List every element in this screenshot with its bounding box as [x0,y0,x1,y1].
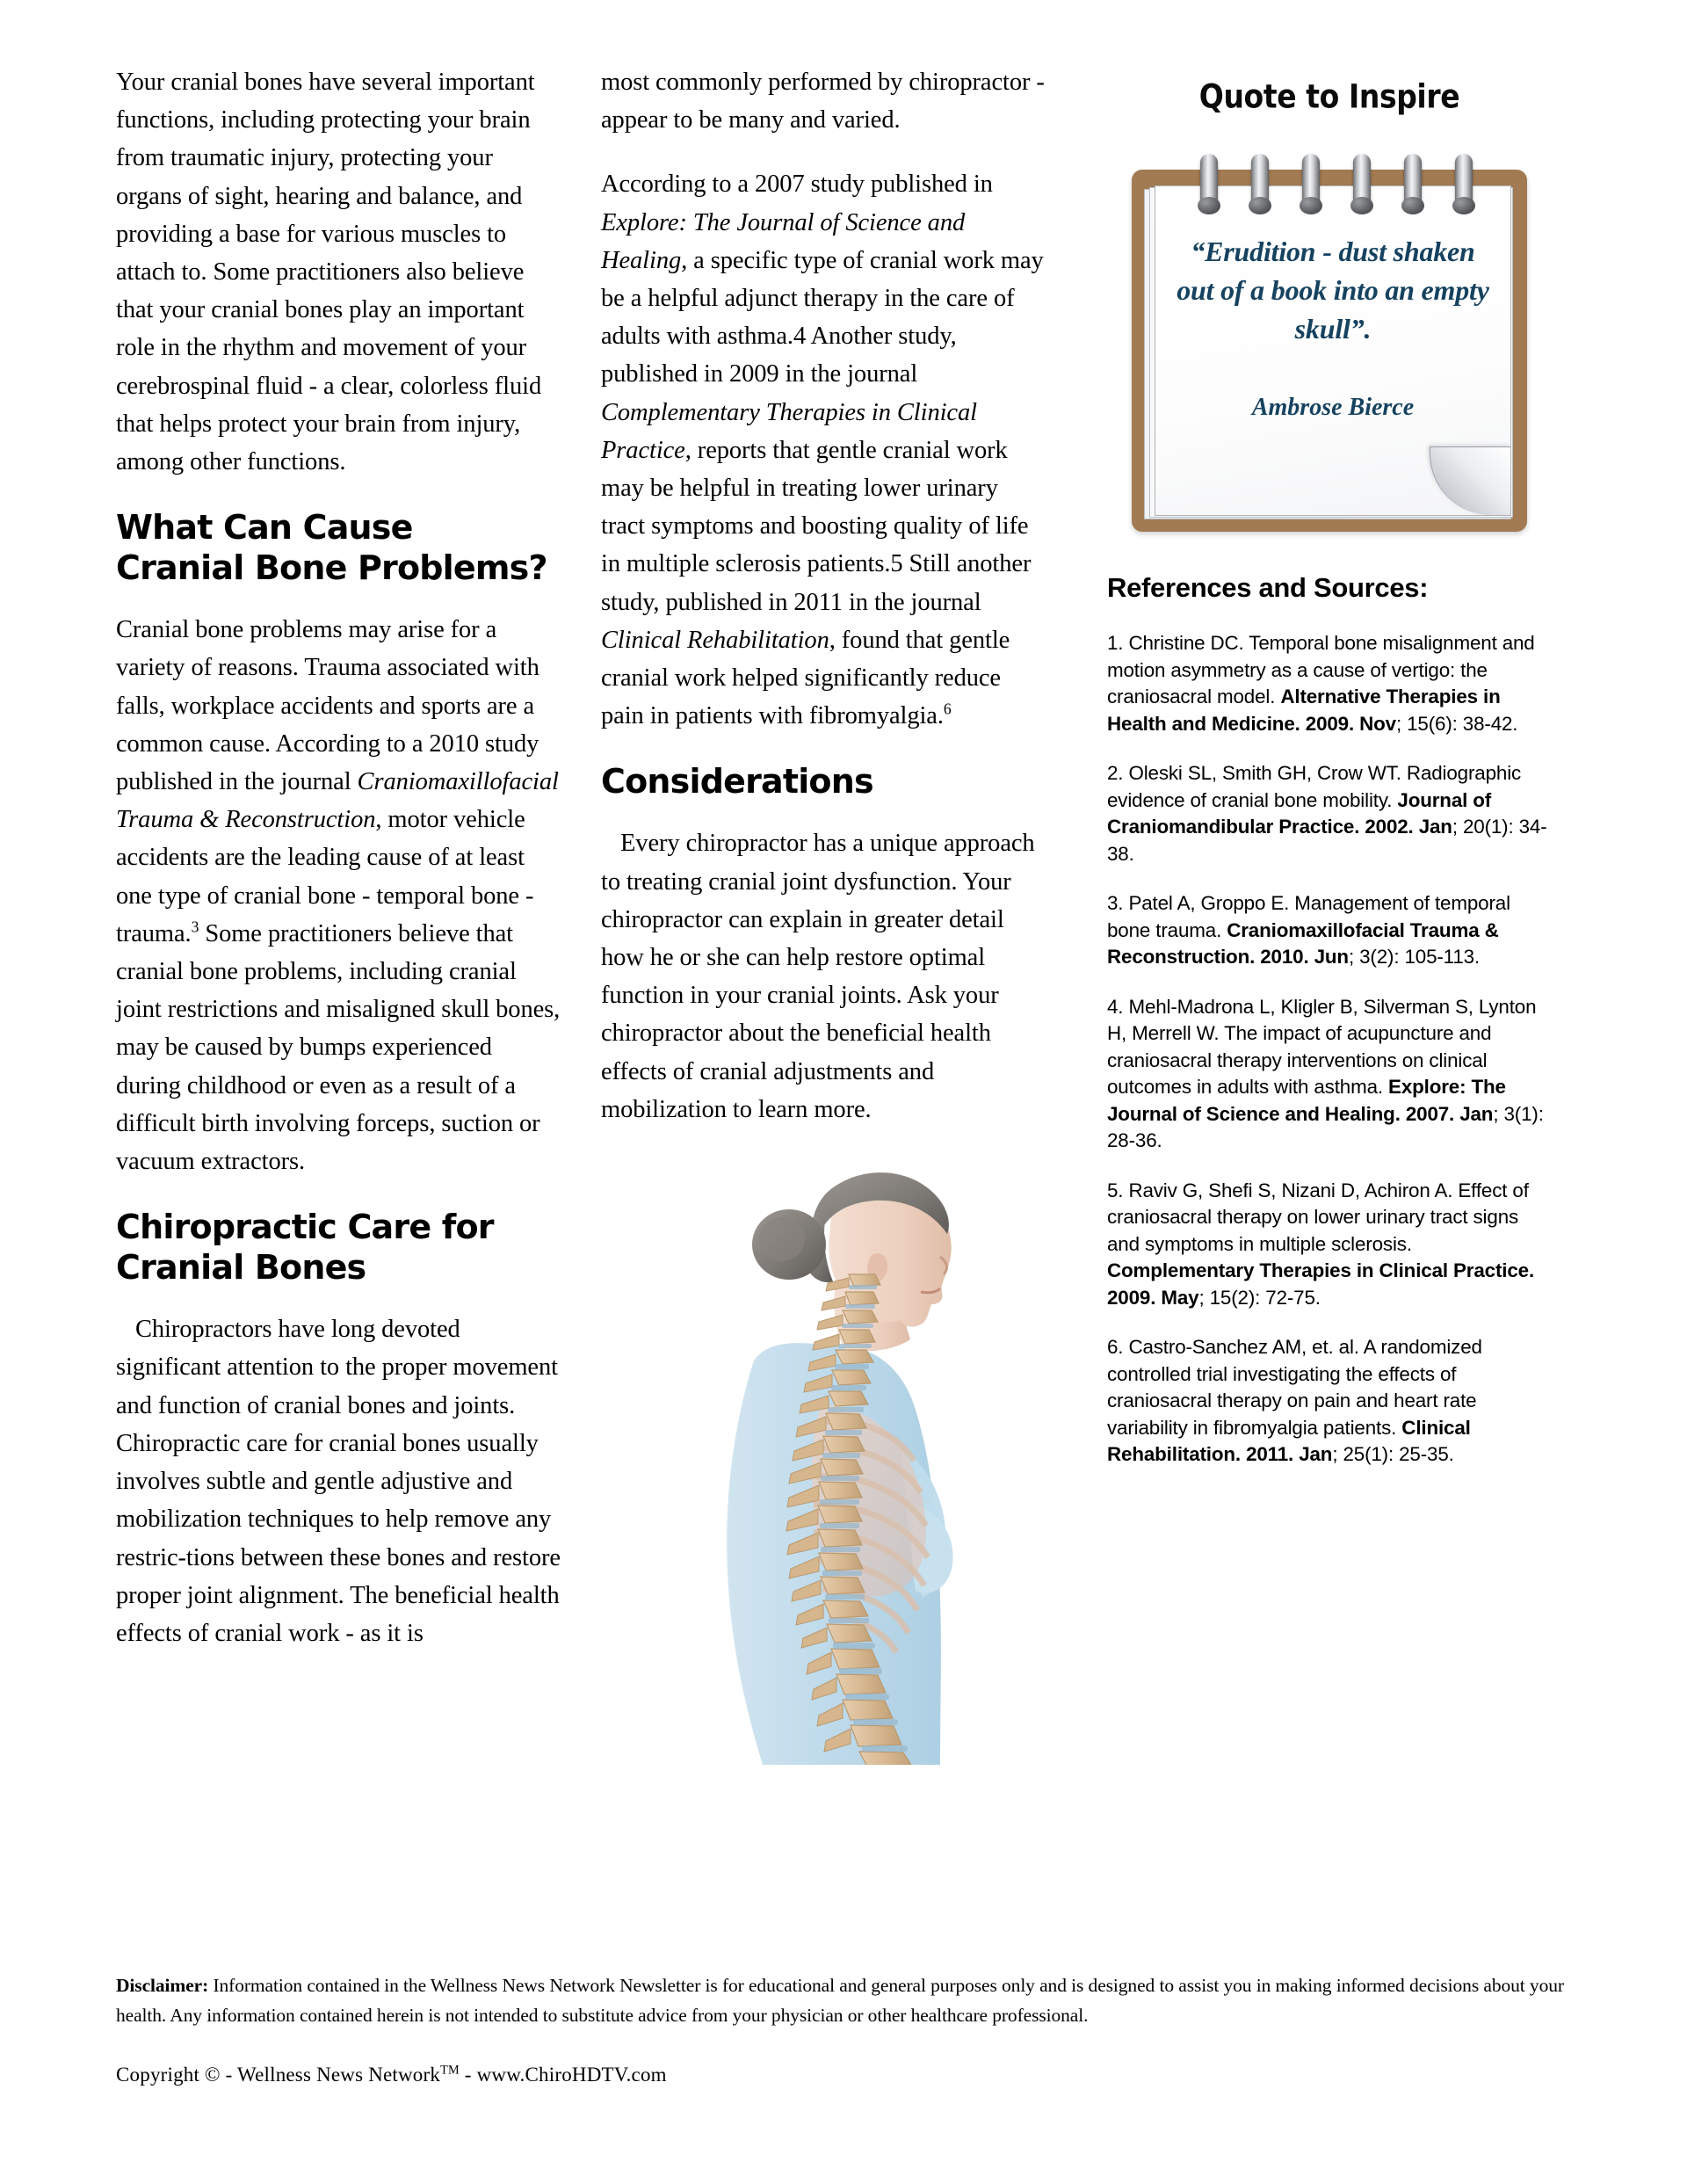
reference-item: 2. Oleski SL, Smith GH, Crow WT. Radiographic evidence of cranial bone mobility. Journal of Craniomandibular Practice. 2002. Jan; 20(1): 34-38. [1107,762,1547,865]
spiral-binding-rings [1132,154,1527,224]
heading-considerations: Considerations [601,762,873,802]
spine-anatomy-illustration [650,1158,1019,1765]
heading-line-2: Cranial Bones [116,1248,366,1288]
notepad-front-sheet [1155,185,1511,516]
paragraph-continuation: most commonly performed by chiropractor - appear to be many and varied. [601,69,1045,134]
heading-what-can-cause [116,507,561,588]
reference-item: 1. Christine DC. Temporal bone misalignment and motion asymmetry as a cause of vertigo: the craniosacral model. Alternative Therapies in Health and Medicine. 2009. Nov; 15(6): 38-42. [1107,632,1535,735]
page-footer [116,1970,1590,2107]
disclaimer-text: Disclaimer: Information contained in the Wellness News Network Newsletter is for educational and general purposes only and is designed to assist you in making informed decisions about your health. Any information contained herein is not intended to substitute advice from your physician or other healthcare professional. [116,1975,1564,2026]
column-left [116,63,601,1679]
spiral-ring-icon [1455,154,1473,208]
quote-notepad [1132,154,1527,532]
paragraph-cranial-functions: Your cranial bones have several important functions, including protecting your brain from traumatic injury, protecting your organs of sight, hearing and balance, and providing a base for various muscles to attach to. Some practitioners also believe that your cranial bones play an important role in the rhythm and movement of your cerebrospinal fluid - a clear, colorless fluid that helps protect your brain from injury, among other functions. [116,69,542,476]
copyright-line: Copyright © - Wellness News Network™ - www.ChiroHDTV.com [116,2063,667,2086]
reference-item: 4. Mehl-Madrona L, Kligler B, Silverman S, Lynton H, Merrell W. The impact of acupuncture and craniosacral therapy interventions on clinical outcomes in adults with asthma. Explore: The Journal of Science and Healing. 2007. Jan; 3(1): 28-36. [1107,995,1544,1151]
paragraph-causes: Cranial bone problems may arise for a variety of reasons. Trauma associated with falls, workplace accidents and sports are a common cause. According to a 2010 study published in the journal Craniomaxillofacial Trauma & Reconstruction, motor vehicle accidents are the leading cause of at least one type of cranial bone - temporal bone - trauma.$^3$ Some practitioners believe that cranial bone problems, including cranial joint restrictions and misaligned skull bones, may be caused by bumps experienced during childhood or even as a result of a difficult birth involving forceps, suction or vacuum extractors. [116,616,561,1176]
heading-chiropractic-care [116,1207,561,1288]
quote-to-inspire-title: Quote to Inspire [1198,76,1460,116]
three-column-layout [116,63,1590,1900]
quote-text: “Erudition - dust shaken out of a book into an empty skull”. [1177,236,1489,345]
references-list [1107,630,1552,1469]
paragraph-considerations: Every chiropractor has a unique approach to treating cranial joint dysfunction. Your chiropractor can explain in greater detail how he or she can help restore optimal function in your cranial joints. Ask your chiropractor about the beneficial health effects of cranial adjustments and mobilization to learn more. [601,830,1035,1123]
column-middle [601,63,1086,1765]
heading-line-1: Chiropractic Care for [116,1208,494,1247]
page-curl-icon [1430,446,1510,515]
spiral-ring-icon [1200,154,1218,208]
reference-item: 6. Castro-Sanchez AM, et. al. A randomized controlled trial investigating the effects of craniosacral therapy on pain and heart rate variability in fibromyalgia patients. Clinical Rehabilitation. 2011. Jan; 25(1): 25-35. [1107,1336,1482,1465]
heading-line-1: What Can Cause [116,508,413,548]
quote-author: Ambrose Bierce [1251,394,1415,421]
reference-item: 3. Patel A, Groppo E. Management of temporal bone trauma. Craniomaxillofacial Trauma & Reconstruction. 2010. Jun; 3(2): 105-113. [1107,892,1510,968]
heading-line-2: Cranial Bone Problems? [116,548,547,588]
paragraph-studies: According to a 2007 study published in Explore: The Journal of Science and Healing, a specific type of cranial work may be a helpful adjunct therapy in the care of adults with asthma.4 Another study, published in 2009 in the journal Complementary Therapies in Clinical Practice, reports that gentle cranial work may be helpful in treating lower urinary tract symptoms and boosting quality of life in multiple sclerosis patients.5 Still another study, published in 2011 in the journal Clinical Rehabilitation, found that gentle cranial work helped significantly reduce pain in patients with fibromyalgia.$^6$ [601,171,1044,730]
reference-item: 5. Raviv G, Shefi S, Nizani D, Achiron A. Effect of craniosacral therapy on lower urinary tract signs and symptoms in multiple sclerosis. Complementary Therapies in Clinical Practice. 2009. May; 15(2): 72-75. [1107,1179,1535,1309]
paragraph-chiropractic-care: Chiropractors have long devoted significant attention to the proper movement and function of cranial bones and joints. Chiropractic care for cranial bones usually involves subtle and gentle adjustive and mobilization techniques to help remove any restric-tions between these bones and restore proper joint alignment. The beneficial health effects of cranial work - as it is [116,1316,561,1647]
column-right [1086,63,1552,1491]
spiral-ring-icon [1251,154,1269,208]
spiral-ring-icon [1353,154,1371,208]
spiral-ring-icon [1302,154,1320,208]
references-heading: References and Sources: [1107,572,1429,603]
spiral-ring-icon [1404,154,1422,208]
